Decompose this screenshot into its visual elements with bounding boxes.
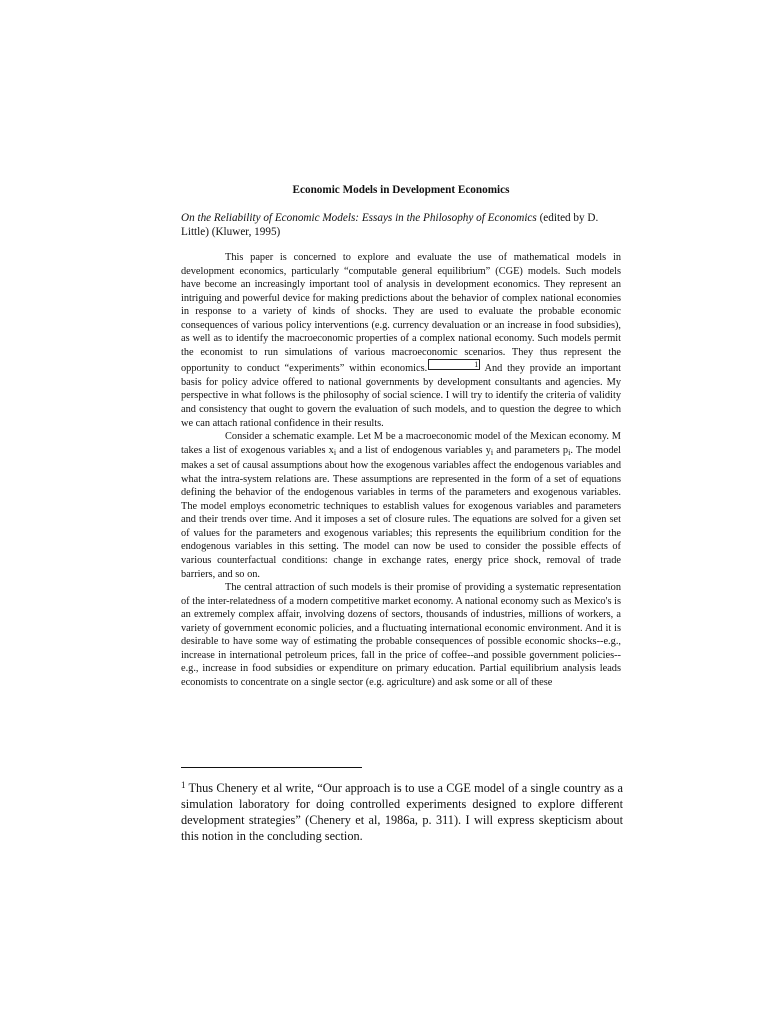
paragraph-2 [181,430,621,581]
subscript-i-x: i [333,447,337,457]
paragraph-1 [181,251,621,430]
footnote-divider [181,767,362,768]
subscript-i-y: i [490,447,494,457]
footnote-text: Thus Chenery et al write, “Our approach is to use a CGE model of a single country as a simulation laboratory for doing controlled experiments designed to explore different development strategies” (Chenery et al, 1986a, p. 311). I will express skepticism about this notion in the concluding section. [181,781,623,843]
citation [181,211,621,239]
footnote-mark: 1 [181,780,186,790]
paragraph-3-text: The central attraction of such models is their promise of providing a systematic representation of the inter-relatedness of a modern competitive market economy. A national economy such as Mexico's is an extremely complex affair, involving dozens of sectors, thousands of industries, millions of workers, a variety of government economic policies, and a fluctuating international economic environment. And it is desirable to have some way of estimating the probable consequences of possible economic shocks--e.g., increase in international petroleum prices, fall in the price of coffee--and possible government policies--e.g., increase in food subsidies or expenditure on primary education. Partial equilibrium analysis leads economists to concentrate on a single sector (e.g. agriculture) and ask some or all of these [181,582,621,688]
paragraph-2-text-a: Consider a schematic example. Let M be a macroeconomic model of the Mexican economy. M takes a list of exogenous variables x [181,431,621,456]
citation-details: (edited by D. Little) (Kluwer, 1995) [181,212,599,238]
paragraph-2-text-b: and a list of endogenous variables y [336,444,491,456]
document-title: Economic Models in Development Economics [292,184,510,196]
subscript-i-p: i [568,447,571,457]
paragraph-2-text-c: and parameters p [493,444,569,456]
footnote [181,777,623,844]
footnote-reference[interactable]: 1 [428,359,480,370]
paragraph-1-text-a: This paper is concerned to explore and evaluate the use of mathematical models in development economics, particularly “computable general equilibrium” (CGE) models. Such models have become an increasingly important tool of analysis in development economics. They represent an intriguing and powerful device for making predictions about the behavior of complex national economies in response to a variety of kinds of shocks. They are used to evaluate the probable economic consequences of various policy interventions (e.g. currency devaluation or an increase in food subsidies), as well as to identify the macroeconomic properties of a complex national economy. Such models permit the economist to run simulations of various macroeconomic scenarios. They thus represent the opportunity to conduct “experiments” within economics. [181,252,621,375]
paragraph-3 [181,581,621,689]
paragraph-1-text-b: And they provide an important basis for policy advice offered to national governments by development consultants and agencies. My perspective in what follows is the philosophy of social science. I will try to identify the criteria of validity and consistency that ought to govern the evaluation of such models, and to question the degree to which we can attach rational confidence in their results. [181,363,622,429]
paragraph-2-text-d: . The model makes a set of causal assumptions about how the exogenous variables affect the endogenous variables and what the intra-system relations are. These assumptions are represented in the form of a set of equations defining the behavior of the endogenous variables in terms of the parameters and exogenous variables. The model employs econometric techniques to establish values for exogenous variables and parameters and their trends over time. And it imposes a set of closure rules. The equations are solved for a given set of values for the parameters and exogenous variables; this represents the equilibrium condition for the endogenous variables in this setting. The model can now be used to consider the possible effects of various counterfactual conditions: change in exchange rates, energy price shock, removal of trade barriers, and so on. [181,444,621,580]
citation-book-title: On the Reliability of Economic Models: Essays in the Philosophy of Economics [181,212,537,224]
document-body [181,183,621,690]
